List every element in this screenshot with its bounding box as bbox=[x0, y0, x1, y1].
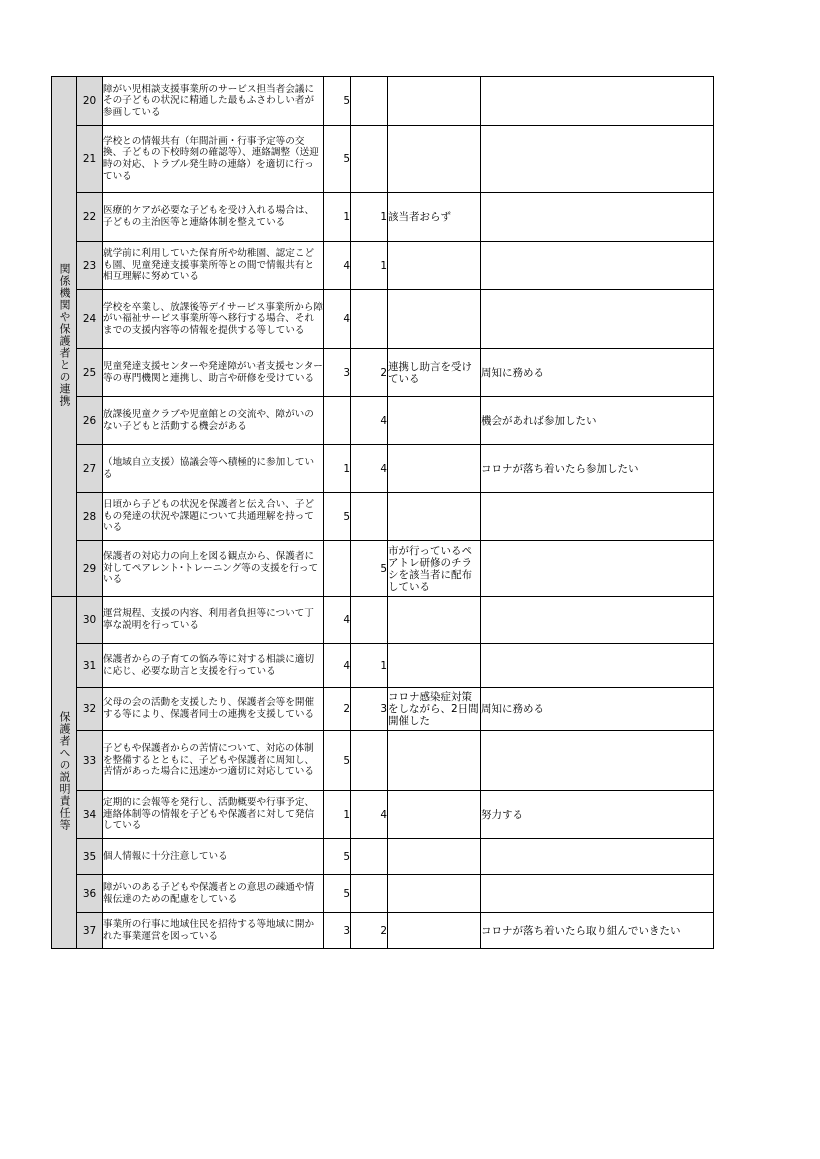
count-yes: 5 bbox=[324, 493, 351, 541]
count-yes: 4 bbox=[324, 242, 351, 290]
remarks: 連携し助言を受けている bbox=[388, 349, 481, 397]
count-no: 4 bbox=[351, 791, 388, 839]
item-number: 37 bbox=[77, 913, 103, 949]
improvement: 機会があれば参加したい bbox=[481, 397, 714, 445]
item-text: 子どもや保護者からの苦情について、対応の体制を整備するとともに、子どもや保護者に周知し、苦情があった場合に迅速かつ適切に対応している bbox=[103, 731, 324, 791]
table-row bbox=[52, 397, 714, 445]
count-yes: 4 bbox=[324, 644, 351, 688]
table-row bbox=[52, 541, 714, 597]
count-no bbox=[351, 493, 388, 541]
count-yes: 5 bbox=[324, 731, 351, 791]
item-text: 保護者からの子育ての悩み等に対する相談に適切に応じ、必要な助言と支援を行っている bbox=[103, 644, 324, 688]
remarks: 市が行っているペアトレ研修のチラシを該当者に配布している bbox=[388, 541, 481, 597]
category-label bbox=[52, 597, 77, 949]
remarks bbox=[388, 597, 481, 644]
item-number: 27 bbox=[77, 445, 103, 493]
table-row bbox=[52, 731, 714, 791]
count-no bbox=[351, 77, 388, 126]
count-yes: 2 bbox=[324, 688, 351, 731]
table-row bbox=[52, 597, 714, 644]
item-number: 25 bbox=[77, 349, 103, 397]
table-row bbox=[52, 688, 714, 731]
count-yes bbox=[324, 397, 351, 445]
count-yes bbox=[324, 541, 351, 597]
improvement bbox=[481, 493, 714, 541]
table-row bbox=[52, 644, 714, 688]
count-no bbox=[351, 290, 388, 349]
table-row bbox=[52, 242, 714, 290]
remarks bbox=[388, 242, 481, 290]
count-yes: 3 bbox=[324, 913, 351, 949]
remarks bbox=[388, 126, 481, 193]
count-yes: 4 bbox=[324, 597, 351, 644]
improvement bbox=[481, 875, 714, 913]
improvement: コロナが落ち着いたら参加したい bbox=[481, 445, 714, 493]
item-number: 32 bbox=[77, 688, 103, 731]
count-no: 4 bbox=[351, 445, 388, 493]
item-number: 33 bbox=[77, 731, 103, 791]
count-no: 3 bbox=[351, 688, 388, 731]
table-row bbox=[52, 913, 714, 949]
evaluation-table bbox=[51, 76, 714, 949]
item-text: 保護者の対応力の向上を図る観点から、保護者に対してペアレント･トレーニング等の支援を行っている bbox=[103, 541, 324, 597]
count-no: 1 bbox=[351, 644, 388, 688]
item-text: 障がい児相談支援事業所のサービス担当者会議にその子どもの状況に精通した最もふさわしい者が参画している bbox=[103, 77, 324, 126]
item-text: 就学前に利用していた保育所や幼稚園、認定こども園、児童発達支援事業所等との間で情報共有と相互理解に努めている bbox=[103, 242, 324, 290]
item-number: 29 bbox=[77, 541, 103, 597]
remarks bbox=[388, 397, 481, 445]
item-text: 事業所の行事に地域住民を招待する等地域に開かれた事業運営を図っている bbox=[103, 913, 324, 949]
remarks bbox=[388, 290, 481, 349]
improvement bbox=[481, 193, 714, 242]
remarks bbox=[388, 493, 481, 541]
table-row bbox=[52, 349, 714, 397]
improvement bbox=[481, 126, 714, 193]
improvement bbox=[481, 839, 714, 875]
item-number: 20 bbox=[77, 77, 103, 126]
improvement bbox=[481, 731, 714, 791]
item-number: 30 bbox=[77, 597, 103, 644]
count-yes: 5 bbox=[324, 126, 351, 193]
table-row bbox=[52, 445, 714, 493]
item-text: 個人情報に十分注意している bbox=[103, 839, 324, 875]
count-no: 1 bbox=[351, 242, 388, 290]
count-no: 5 bbox=[351, 541, 388, 597]
count-yes: 1 bbox=[324, 791, 351, 839]
item-number: 22 bbox=[77, 193, 103, 242]
count-no: 1 bbox=[351, 193, 388, 242]
improvement bbox=[481, 242, 714, 290]
item-number: 31 bbox=[77, 644, 103, 688]
table-body bbox=[52, 77, 714, 949]
table-row bbox=[52, 290, 714, 349]
count-no: 2 bbox=[351, 913, 388, 949]
table-row bbox=[52, 875, 714, 913]
item-text: 放課後児童クラブや児童館との交流や、障がいのない子どもと活動する機会がある bbox=[103, 397, 324, 445]
item-number: 26 bbox=[77, 397, 103, 445]
count-no bbox=[351, 126, 388, 193]
category-text: 関係機関や保護者との連携 bbox=[58, 262, 71, 407]
item-text: 児童発達支援センターや発達障がい者支援センター等の専門機関と連携し、助言や研修を受けている bbox=[103, 349, 324, 397]
count-no bbox=[351, 875, 388, 913]
count-yes: 5 bbox=[324, 839, 351, 875]
item-text: 学校との情報共有（年間計画・行事予定等の交換、子どもの下校時刻の確認等）、連絡調整（送迎時の対応、トラブル発生時の連絡）を適切に行っている bbox=[103, 126, 324, 193]
improvement bbox=[481, 597, 714, 644]
item-text: 定期的に会報等を発行し、活動概要や行事予定、連絡体制等の情報を子どもや保護者に対して発信している bbox=[103, 791, 324, 839]
improvement: 周知に務める bbox=[481, 688, 714, 731]
item-text: （地域自立支援）協議会等へ積極的に参加している bbox=[103, 445, 324, 493]
item-number: 24 bbox=[77, 290, 103, 349]
count-no bbox=[351, 597, 388, 644]
item-text: 父母の会の活動を支援したり、保護者会等を開催する等により、保護者同士の連携を支援している bbox=[103, 688, 324, 731]
count-yes: 1 bbox=[324, 445, 351, 493]
count-no: 2 bbox=[351, 349, 388, 397]
item-text: 医療的ケアが必要な子どもを受け入れる場合は、子どもの主治医等と連絡体制を整えている bbox=[103, 193, 324, 242]
item-text: 運営規程、支援の内容、利用者負担等について丁寧な説明を行っている bbox=[103, 597, 324, 644]
remarks: コロナ感染症対策をしながら、2日間開催した bbox=[388, 688, 481, 731]
count-yes: 5 bbox=[324, 77, 351, 126]
item-text: 障がいのある子どもや保護者との意思の疎通や情報伝達のための配慮をしている bbox=[103, 875, 324, 913]
item-number: 35 bbox=[77, 839, 103, 875]
improvement bbox=[481, 541, 714, 597]
remarks bbox=[388, 839, 481, 875]
item-number: 21 bbox=[77, 126, 103, 193]
remarks bbox=[388, 644, 481, 688]
item-number: 34 bbox=[77, 791, 103, 839]
count-yes: 4 bbox=[324, 290, 351, 349]
count-no: 4 bbox=[351, 397, 388, 445]
count-no bbox=[351, 839, 388, 875]
category-label bbox=[52, 77, 77, 597]
improvement bbox=[481, 77, 714, 126]
improvement bbox=[481, 644, 714, 688]
table-row bbox=[52, 77, 714, 126]
category-text: 保護者への説明責任等 bbox=[58, 710, 71, 831]
table-row bbox=[52, 126, 714, 193]
improvement bbox=[481, 290, 714, 349]
item-number: 23 bbox=[77, 242, 103, 290]
table-row bbox=[52, 791, 714, 839]
count-yes: 3 bbox=[324, 349, 351, 397]
remarks bbox=[388, 77, 481, 126]
remarks bbox=[388, 445, 481, 493]
count-yes: 1 bbox=[324, 193, 351, 242]
item-text: 日頃から子どもの状況を保護者と伝え合い、子どもの発達の状況や課題について共通理解を持っている bbox=[103, 493, 324, 541]
remarks bbox=[388, 913, 481, 949]
improvement: 努力する bbox=[481, 791, 714, 839]
remarks: 該当者おらず bbox=[388, 193, 481, 242]
remarks bbox=[388, 731, 481, 791]
table-row bbox=[52, 839, 714, 875]
count-no bbox=[351, 731, 388, 791]
remarks bbox=[388, 791, 481, 839]
item-number: 36 bbox=[77, 875, 103, 913]
improvement: コロナが落ち着いたら取り組んでいきたい bbox=[481, 913, 714, 949]
count-yes: 5 bbox=[324, 875, 351, 913]
table-row bbox=[52, 193, 714, 242]
item-text: 学校を卒業し、放課後等デイサービス事業所から障がい福祉サービス事業所等へ移行する場合、それまでの支援内容等の情報を提供する等している bbox=[103, 290, 324, 349]
table-row bbox=[52, 493, 714, 541]
remarks bbox=[388, 875, 481, 913]
improvement: 周知に務める bbox=[481, 349, 714, 397]
item-number: 28 bbox=[77, 493, 103, 541]
